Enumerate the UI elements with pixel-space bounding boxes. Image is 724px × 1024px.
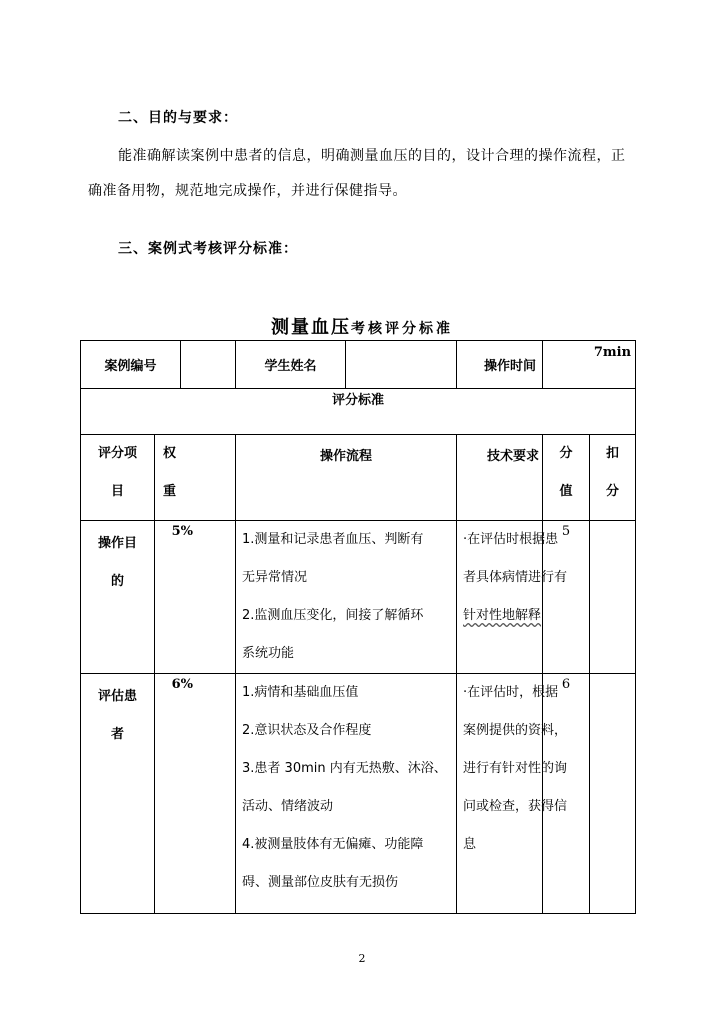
row1-tech — [457, 521, 568, 674]
row2-process — [236, 674, 457, 914]
section3-heading: 三、案例式考核评分标准： — [118, 241, 298, 257]
col-deduct-line2: 分 — [606, 484, 620, 499]
row2-process-line: 碍、测量部位皮肤有无损伤 — [242, 875, 399, 890]
col-deduct-line1: 扣 — [606, 446, 620, 461]
row1-weight: 5% — [155, 521, 236, 674]
row1-item-line1: 操作目 — [97, 536, 137, 551]
row1-process-line: 系统功能 — [242, 646, 295, 661]
row2-tech-line: 问或检查，获得信 — [463, 799, 568, 814]
row2-item-line2: 者 — [110, 727, 124, 742]
col-score-line2: 值 — [559, 484, 573, 499]
case-no-label: 案例编号 — [81, 341, 181, 389]
scoring-table — [80, 340, 636, 914]
row2-weight: 6% — [155, 674, 236, 914]
row1-process — [236, 521, 457, 674]
row1-process-line: 2.监测血压变化，间接了解循环 — [242, 608, 424, 623]
row2-tech-line: 息 — [463, 837, 477, 852]
row2-process-line: 1.病情和基础血压值 — [242, 685, 359, 700]
col-score-line1: 分 — [559, 446, 573, 461]
table-row — [81, 674, 636, 914]
col-deduct — [590, 435, 636, 521]
student-name-value — [346, 341, 457, 389]
column-header-row — [81, 435, 636, 521]
row2-tech — [457, 674, 568, 914]
time-value: 7min — [543, 341, 636, 389]
row1-tech-line: 针对性地解释 — [463, 608, 542, 623]
page-number: 2 — [358, 952, 366, 965]
table-row — [81, 521, 636, 674]
row2-process-line: 2.意识状态及合作程度 — [242, 723, 372, 738]
row1-tech-line: 者具体病情进行有 — [463, 570, 568, 585]
col-process: 操作流程 — [236, 435, 457, 521]
row2-tech-line: 进行有针对性的询 — [463, 761, 568, 776]
row1-deduct — [590, 521, 636, 674]
time-label: 操作时间 — [457, 341, 543, 389]
student-name-label: 学生姓名 — [236, 341, 346, 389]
row1-score: 5 — [543, 521, 590, 674]
row2-item-line1: 评估患 — [97, 689, 137, 704]
table-title — [0, 313, 724, 339]
table-title-sub: 考核评分标准 — [351, 321, 453, 337]
section2-heading: 二、目的与要求： — [118, 110, 238, 126]
row2-deduct — [590, 674, 636, 914]
row2-process-line: 3.患者 30min 内有无热敷、沐浴、 — [242, 761, 447, 776]
row2-item — [81, 674, 155, 914]
col-weight — [155, 435, 236, 521]
col-weight-line2: 重 — [163, 484, 177, 499]
case-no-value — [181, 341, 236, 389]
row1-process-line: 无异常情况 — [242, 570, 308, 585]
row1-item — [81, 521, 155, 674]
standard-label: 评分标准 — [81, 389, 636, 435]
row2-score: 6 — [543, 674, 590, 914]
col-item — [81, 435, 155, 521]
section2-line2: 确准备用物，规范地完成操作，并进行保健指导。 — [88, 183, 407, 199]
row2-tech-line: ·在评估时，根据 — [463, 685, 559, 700]
col-item-line1: 评分项 — [97, 446, 137, 461]
info-row — [81, 341, 636, 389]
col-tech: 技术要求 — [457, 435, 543, 521]
row2-tech-line: 案例提供的资料， — [463, 723, 568, 738]
col-item-line2: 目 — [110, 484, 124, 499]
row2-process-line: 4.被测量肢体有无偏瘫、功能障 — [242, 837, 424, 852]
section2-line1: 能准确解读案例中患者的信息，明确测量血压的目的，设计合理的操作流程，正 — [118, 148, 626, 164]
row1-process-line: 1.测量和记录患者血压、判断有 — [242, 532, 424, 547]
row1-item-line2: 的 — [110, 574, 124, 589]
row2-process-line: 活动、情绪波动 — [242, 799, 334, 814]
standard-row — [81, 389, 636, 435]
col-weight-line1: 权 — [163, 446, 177, 461]
table-title-main: 测量血压 — [271, 317, 351, 338]
row1-tech-line: ·在评估时根据患 — [463, 532, 559, 547]
col-score — [543, 435, 590, 521]
